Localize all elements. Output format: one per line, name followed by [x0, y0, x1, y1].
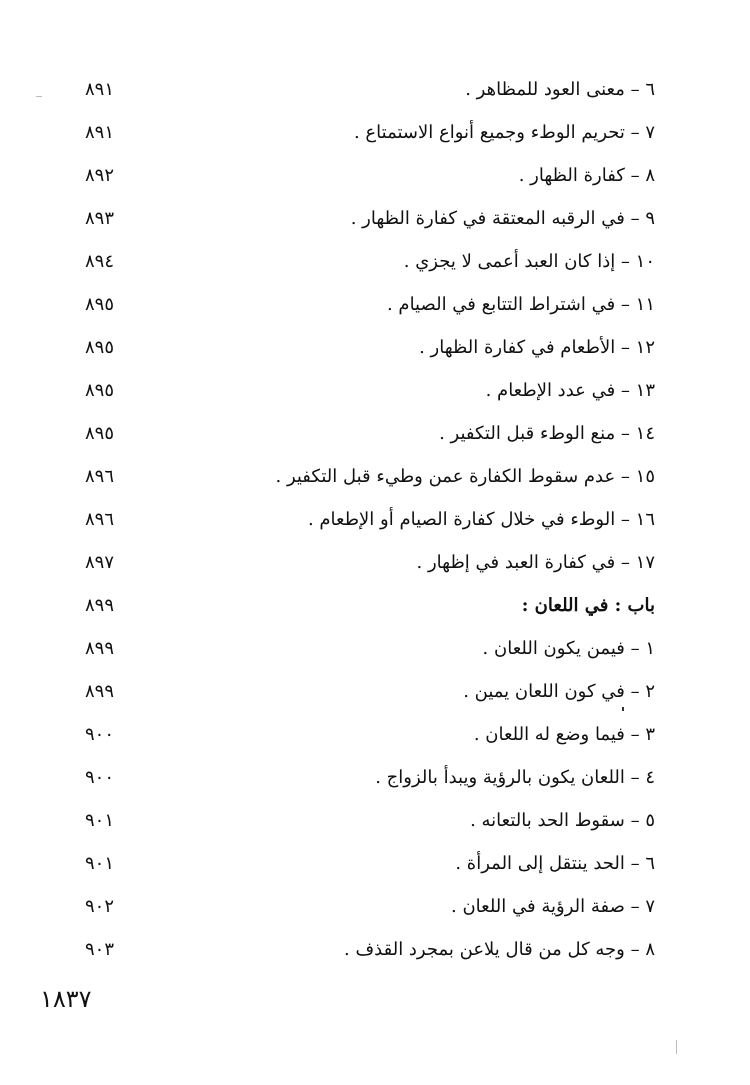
scan-speck — [36, 96, 42, 97]
toc-entry-row — [85, 68, 655, 111]
toc-entry-row — [85, 799, 655, 842]
toc-entry-title: ٨ – كفارة الظهار . — [518, 165, 655, 186]
toc-entry-title: ١٢ – الأطعام في كفارة الظهار . — [419, 337, 655, 358]
toc-entry-row — [85, 412, 655, 455]
toc-entry-page-number: ٩٠٣ — [85, 939, 115, 960]
toc-entry-page-number: ٨٩٩ — [85, 681, 115, 702]
toc-entry-page-number: ٩٠١ — [85, 853, 115, 874]
toc-entry-title: ٦ – معنى العود للمظاهر . — [465, 79, 655, 100]
toc-entry-title: ٤ – اللعان يكون بالرؤية ويبدأ بالزواج . — [375, 767, 655, 788]
toc-entry-title: باب : في اللعان : — [521, 595, 655, 616]
table-of-contents — [85, 68, 655, 971]
toc-entry-row — [85, 197, 655, 240]
toc-entry-title: ١٦ – الوطء في خلال كفارة الصيام أو الإطعام . — [307, 509, 655, 530]
toc-section-heading-row — [85, 584, 655, 627]
toc-entry-row — [85, 498, 655, 541]
toc-entry-page-number: ٨٩٣ — [85, 208, 115, 229]
toc-entry-page-number: ٨٩٦ — [85, 509, 115, 530]
toc-entry-title: ٧ – صفة الرؤية في اللعان . — [451, 896, 655, 917]
toc-entry-page-number: ٩٠٠ — [85, 724, 115, 745]
toc-entry-title: ١٣ – في عدد الإطعام . — [485, 380, 655, 401]
toc-entry-page-number: ٨٩٥ — [85, 294, 115, 315]
toc-entry-row — [85, 842, 655, 885]
toc-entry-page-number: ٨٩٧ — [85, 552, 115, 573]
scan-speck — [676, 1040, 677, 1054]
toc-entry-title: ٦ – الحد ينتقل إلى المرأة . — [455, 853, 655, 874]
toc-entry-page-number: ٨٩١ — [85, 122, 115, 143]
toc-entry-page-number: ٨٩١ — [85, 79, 115, 100]
toc-entry-title: ١٧ – في كفارة العبد في إظهار . — [416, 552, 655, 573]
toc-entry-title: ٢ – في كون اللعان يمين . — [463, 681, 655, 702]
toc-entry-row — [85, 455, 655, 498]
toc-entry-page-number: ٨٩٩ — [85, 638, 115, 659]
toc-entry-page-number: ٨٩٤ — [85, 251, 115, 272]
toc-entry-row — [85, 326, 655, 369]
toc-entry-title: ٥ – سقوط الحد بالتعانه . — [470, 810, 655, 831]
scan-speck — [622, 707, 624, 711]
toc-entry-row — [85, 154, 655, 197]
toc-entry-page-number: ٨٩٩ — [85, 595, 115, 616]
toc-entry-page-number: ٨٩٦ — [85, 466, 115, 487]
toc-entry-page-number: ٨٩٢ — [85, 165, 115, 186]
toc-entry-title: ١١ – في اشتراط التتابع في الصيام . — [386, 294, 655, 315]
toc-entry-title: ١ – فيمن يكون اللعان . — [482, 638, 655, 659]
toc-entry-title: ٨ – وجه كل من قال يلاعن بمجرد القذف . — [344, 939, 655, 960]
toc-entry-title: ٣ – فيما وضع له اللعان . — [473, 724, 655, 745]
toc-entry-row — [85, 885, 655, 928]
toc-entry-row — [85, 240, 655, 283]
toc-entry-row — [85, 756, 655, 799]
toc-entry-page-number: ٨٩٥ — [85, 423, 115, 444]
toc-entry-row — [85, 541, 655, 584]
page-folio-number: ١٨٣٧ — [40, 985, 92, 1013]
toc-entry-page-number: ٨٩٥ — [85, 337, 115, 358]
toc-entry-title: ٩ – في الرقبه المعتقة في كفارة الظهار . — [350, 208, 655, 229]
toc-entry-title: ١٠ – إذا كان العبد أعمى لا يجزي . — [403, 251, 655, 272]
toc-entry-page-number: ٩٠١ — [85, 810, 115, 831]
toc-entry-row — [85, 713, 655, 756]
toc-entry-title: ٧ – تحريم الوطء وجميع أنواع الاستمتاع . — [353, 122, 655, 143]
toc-entry-row — [85, 928, 655, 971]
toc-entry-row — [85, 627, 655, 670]
toc-entry-row — [85, 111, 655, 154]
toc-entry-row — [85, 283, 655, 326]
toc-entry-page-number: ٩٠٠ — [85, 767, 115, 788]
toc-entry-page-number: ٩٠٢ — [85, 896, 115, 917]
toc-entry-title: ١٥ – عدم سقوط الكفارة عمن وطيء قبل التكفير . — [275, 466, 655, 487]
toc-entry-row — [85, 670, 655, 713]
toc-entry-row — [85, 369, 655, 412]
toc-entry-title: ١٤ – منع الوطء قبل التكفير . — [439, 423, 655, 444]
toc-entry-page-number: ٨٩٥ — [85, 380, 115, 401]
